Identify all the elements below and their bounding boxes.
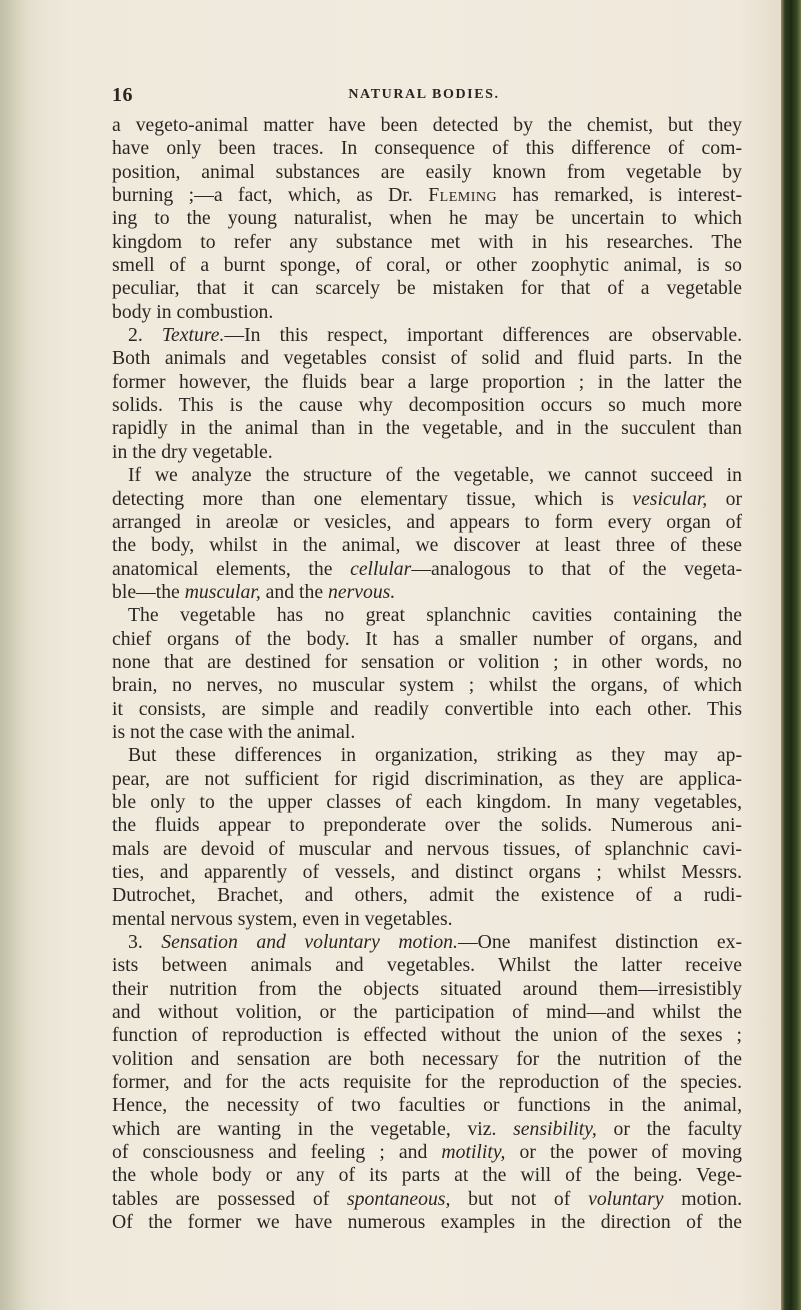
text-line: If we analyze the structure of the vegetable, we cannot succeed in [128, 464, 742, 487]
text-line: in the dry vegetable. [112, 440, 273, 463]
text-line: chief organs of the body. It has a smaller number of organs, and [112, 627, 742, 650]
text-line: their nutrition from the objects situated around them—irresistibly [112, 977, 742, 1000]
text-line: The vegetable has no great splanchnic cavities containing the [128, 604, 742, 627]
text-line: pear, are not sufficient for rigid discrimination, as they are applica- [112, 767, 742, 790]
page-number: 16 [112, 84, 133, 106]
text-line: But these differences in organization, striking as they may ap- [128, 744, 742, 767]
text-line: of consciousness and feeling ; and motility, or the power of moving [112, 1141, 742, 1164]
text-line: ble—the muscular, and the nervous. [112, 580, 396, 603]
text-line: a vegeto-animal matter have been detected by the chemist, but they [112, 114, 742, 136]
text-line: anatomical elements, the cellular—analogous to that of the vegeta- [112, 557, 742, 580]
page-header [104, 84, 704, 110]
text-line: rapidly in the animal than in the vegetable, and in the succulent than [112, 417, 742, 440]
text-line: mental nervous system, even in vegetables. [112, 907, 453, 930]
text-line: 3. Sensation and voluntary motion.—One manifest distinction ex- [128, 931, 743, 954]
text-line: solids. This is the cause why decomposition occurs so much more [112, 394, 742, 417]
page-edge [781, 0, 801, 1310]
text-line: function of reproduction is effected without the union of the sexes ; [112, 1024, 742, 1047]
text-line: the whole body or any of its parts at the will of the being. Vege- [112, 1164, 742, 1187]
text-line: Both animals and vegetables consist of solid and fluid parts. In the [112, 347, 742, 370]
text-line: kingdom to refer any substance met with in his researches. The [112, 230, 742, 253]
text-line: the body, whilst in the animal, we discover at least three of these [112, 534, 742, 557]
text-line: smell of a burnt sponge, of coral, or other zoophytic animal, is so [112, 254, 742, 277]
text-line: body in combustion. [112, 300, 274, 323]
text-line: is not the case with the animal. [112, 720, 356, 743]
text-line: mals are devoid of muscular and nervous tissues, of splanchnic cavi- [112, 837, 742, 860]
text-line: ists between animals and vegetables. Whilst the latter receive [112, 954, 742, 977]
text-line: volition and sensation are both necessary for the nutrition of the [112, 1047, 742, 1070]
text-line: position, animal substances are easily known from vegetable by [112, 160, 742, 183]
text-line: have only been traces. In consequence of this difference of com- [112, 137, 742, 160]
text-line: none that are destined for sensation or volition ; in other words, no [112, 650, 742, 673]
text-line: former, and for the acts requisite for the reproduction of the species. [112, 1071, 742, 1094]
text-line: it consists, are simple and readily convertible into each other. This [112, 697, 742, 720]
text-line: brain, no nerves, no muscular system ; whilst the organs, of which [112, 674, 742, 697]
text-line: and without volition, or the participation of mind—and whilst the [112, 1001, 742, 1024]
text-line: Hence, the necessity of two faculties or functions in the animal, [112, 1094, 742, 1117]
text-line: which are wanting in the vegetable, viz. sensibility, or the faculty [112, 1117, 742, 1140]
text-line: peculiar, that it can scarcely be mistaken for that of a vegetable [112, 277, 742, 300]
text-line: ble only to the upper classes of each kingdom. In many vegetables, [112, 790, 742, 813]
running-head: NATURAL BODIES. [348, 87, 500, 102]
text-line: arranged in areolæ or vesicles, and appears to form every organ of [112, 510, 742, 533]
text-line: Of the former we have numerous examples in the direction of the [112, 1211, 742, 1234]
binding-shadow [0, 0, 46, 1310]
text-line: ties, and apparently of vessels, and distinct organs ; whilst Messrs. [112, 861, 742, 883]
text-line: detecting more than one elementary tissue, which is vesicular, or [112, 487, 743, 510]
text-line: ing to the young naturalist, when he may be uncertain to which [112, 207, 742, 230]
text-line: Dutrochet, Brachet, and others, admit the existence of a rudi- [112, 884, 742, 907]
text-line: the fluids appear to preponderate over the solids. Numerous ani- [112, 814, 742, 837]
text-line: burning ;—a fact, which, as Dr. Fleming has remarked, is interest- [112, 184, 742, 207]
body-text [112, 114, 742, 1235]
text-line: 2. Texture.—In this respect, important differences are observable. [128, 324, 742, 347]
text-line: tables are possessed of spontaneous, but not of voluntary motion. [112, 1187, 743, 1210]
text-line: former however, the fluids bear a large proportion ; in the latter the [112, 370, 742, 393]
